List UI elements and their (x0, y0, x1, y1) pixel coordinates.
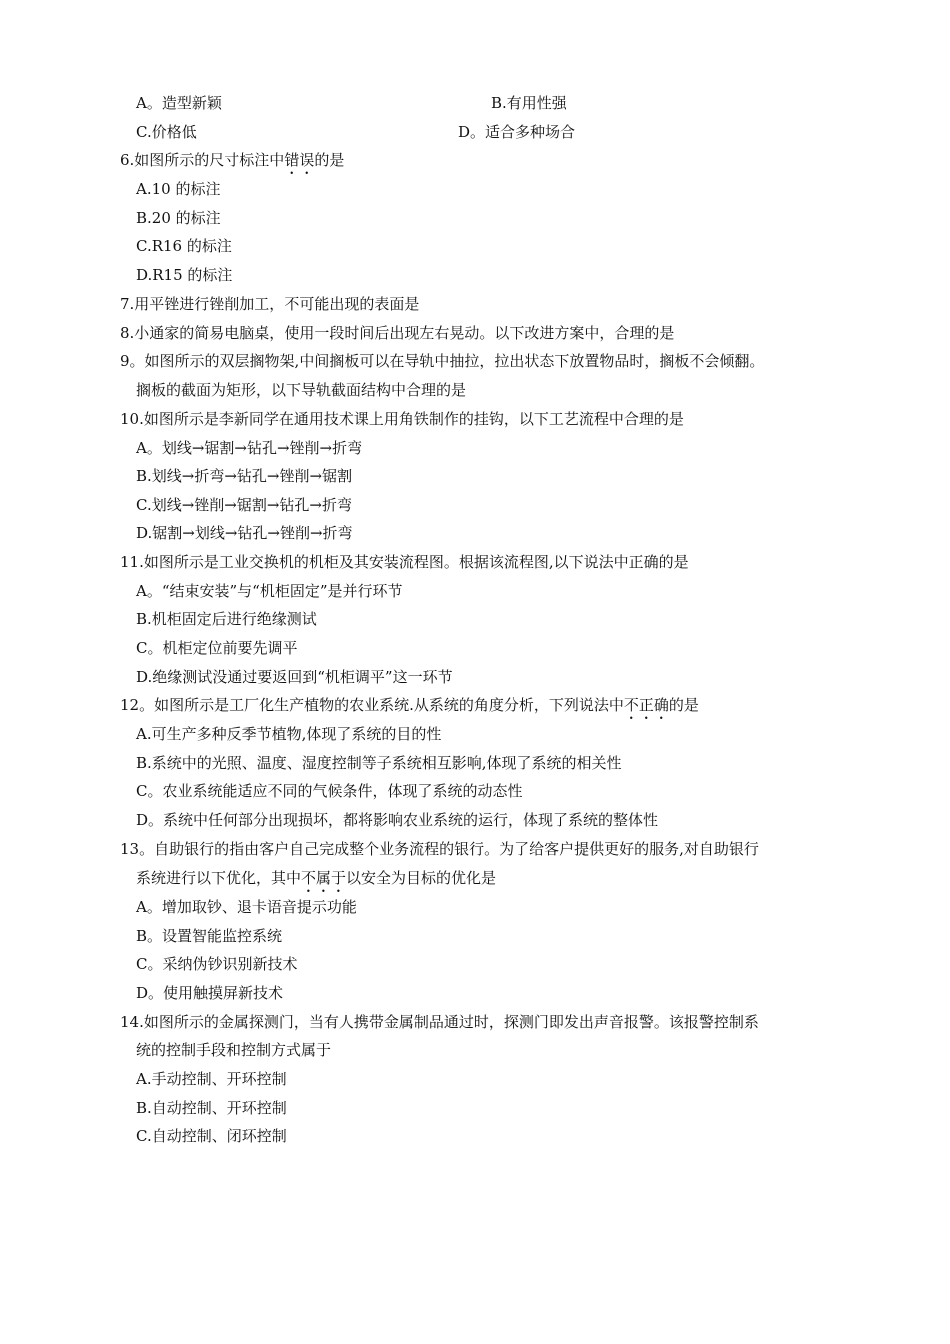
q5-option-b: B.有用性强 (491, 94, 567, 112)
q13-option-b: B。设置智能监控系统 (136, 927, 283, 945)
q10-option-c: C.划线→锉削→锯割→钻孔→折弯 (136, 496, 352, 514)
q7-stem: 7.用平锉进行锉削加工，不可能出现的表面是 (120, 295, 420, 313)
q10-stem: 10.如图所示是李新同学在通用技术课上用角铁制作的挂钩，以下工艺流程中合理的是 (120, 410, 684, 428)
q6-stem-emphasis: 错误 (284, 151, 315, 169)
q8-stem: 8.小通家的简易电脑桌，使用一段时间后出现左右晃动。以下改进方案中，合理的是 (120, 324, 675, 342)
q6-option-a: A.10 的标注 (136, 180, 221, 198)
q12-option-d: D。系统中任何部分出现损坏，都将影响农业系统的运行，体现了系统的整体性 (136, 811, 659, 829)
q12-stem-pre: 12。如图所示是工厂化生产植物的农业系统.从系统的角度分析，下列说法中 (120, 696, 624, 714)
q9-stem-line1: 9。如图所示的双层搁物架,中间搁板可以在导轨中抽拉，拉出状态下放置物品时，搁板不会倾翻。 (120, 352, 765, 370)
q13-option-a: A。增加取钞、退卡语音提示功能 (136, 898, 357, 916)
q13-stem-emphasis: 不属于 (301, 869, 347, 887)
q11-option-d: D.绝缘测试没通过要返回到“机柜调平”这一环节 (136, 668, 453, 686)
q11-option-a: A。“结束安装”与“机柜固定”是并行环节 (136, 582, 403, 600)
q12-option-b: B.系统中的光照、温度、湿度控制等子系统相互影响,体现了系统的相关性 (136, 754, 622, 772)
q10-option-a: A。划线→锯割→钻孔→锉削→折弯 (136, 439, 363, 457)
q13-stem-line1: 13。自助银行的指由客户自己完成整个业务流程的银行。为了给客户提供更好的服务,对自助银行 (120, 840, 759, 858)
q14-stem-line2: 统的控制手段和控制方式属于 (136, 1041, 332, 1059)
q14-option-b: B.自动控制、开环控制 (136, 1099, 287, 1117)
q13-stem-pre: 系统进行以下优化，其中 (136, 869, 302, 887)
q6-stem-pre: 6.如图所示的尺寸标注中 (120, 151, 285, 169)
q13-stem-line2 (136, 868, 496, 896)
q5-option-d: D。适合多种场合 (458, 123, 576, 141)
q13-option-d: D。使用触摸屏新技术 (136, 984, 284, 1002)
q14-option-a: A.手动控制、开环控制 (136, 1070, 287, 1088)
q12-stem-post: 的是 (668, 696, 699, 714)
q6-option-b: B.20 的标注 (136, 209, 221, 227)
q5-option-a: A。造型新颖 (136, 94, 222, 112)
q9-stem-line2: 搁板的截面为矩形，以下导轨截面结构中合理的是 (136, 381, 467, 399)
q11-stem: 11.如图所示是工业交换机的机柜及其安装流程图。根据该流程图,以下说法中正确的是 (120, 553, 689, 571)
q12-option-c: C。农业系统能适应不同的气候条件，体现了系统的动态性 (136, 782, 523, 800)
q10-option-b: B.划线→折弯→钻孔→锉削→锯割 (136, 467, 353, 485)
q13-option-c: C。采纳伪钞识别新技术 (136, 955, 298, 973)
q6-stem-post: 的是 (314, 151, 345, 169)
q6-option-d: D.R15 的标注 (136, 266, 233, 284)
q6-option-c: C.R16 的标注 (136, 237, 232, 255)
q10-option-d: D.锯割→划线→钻孔→锉削→折弯 (136, 524, 353, 542)
q14-option-c: C.自动控制、闭环控制 (136, 1127, 287, 1145)
q12-option-a: A.可生产多种反季节植物,体现了系统的目的性 (136, 725, 442, 743)
q11-option-b: B.机柜固定后进行绝缘测试 (136, 610, 317, 628)
q14-stem-line1: 14.如图所示的金属探测门，当有人携带金属制品通过时，探测门即发出声音报警。该报警控制系 (120, 1013, 759, 1031)
q13-stem-post: 以安全为目标的优化是 (346, 869, 497, 887)
q12-stem (120, 695, 699, 723)
q12-stem-emphasis: 不正确 (623, 696, 669, 714)
q11-option-c: C。机柜定位前要先调平 (136, 639, 298, 657)
q5-option-c: C.价格低 (136, 123, 197, 141)
q6-stem (120, 150, 344, 178)
